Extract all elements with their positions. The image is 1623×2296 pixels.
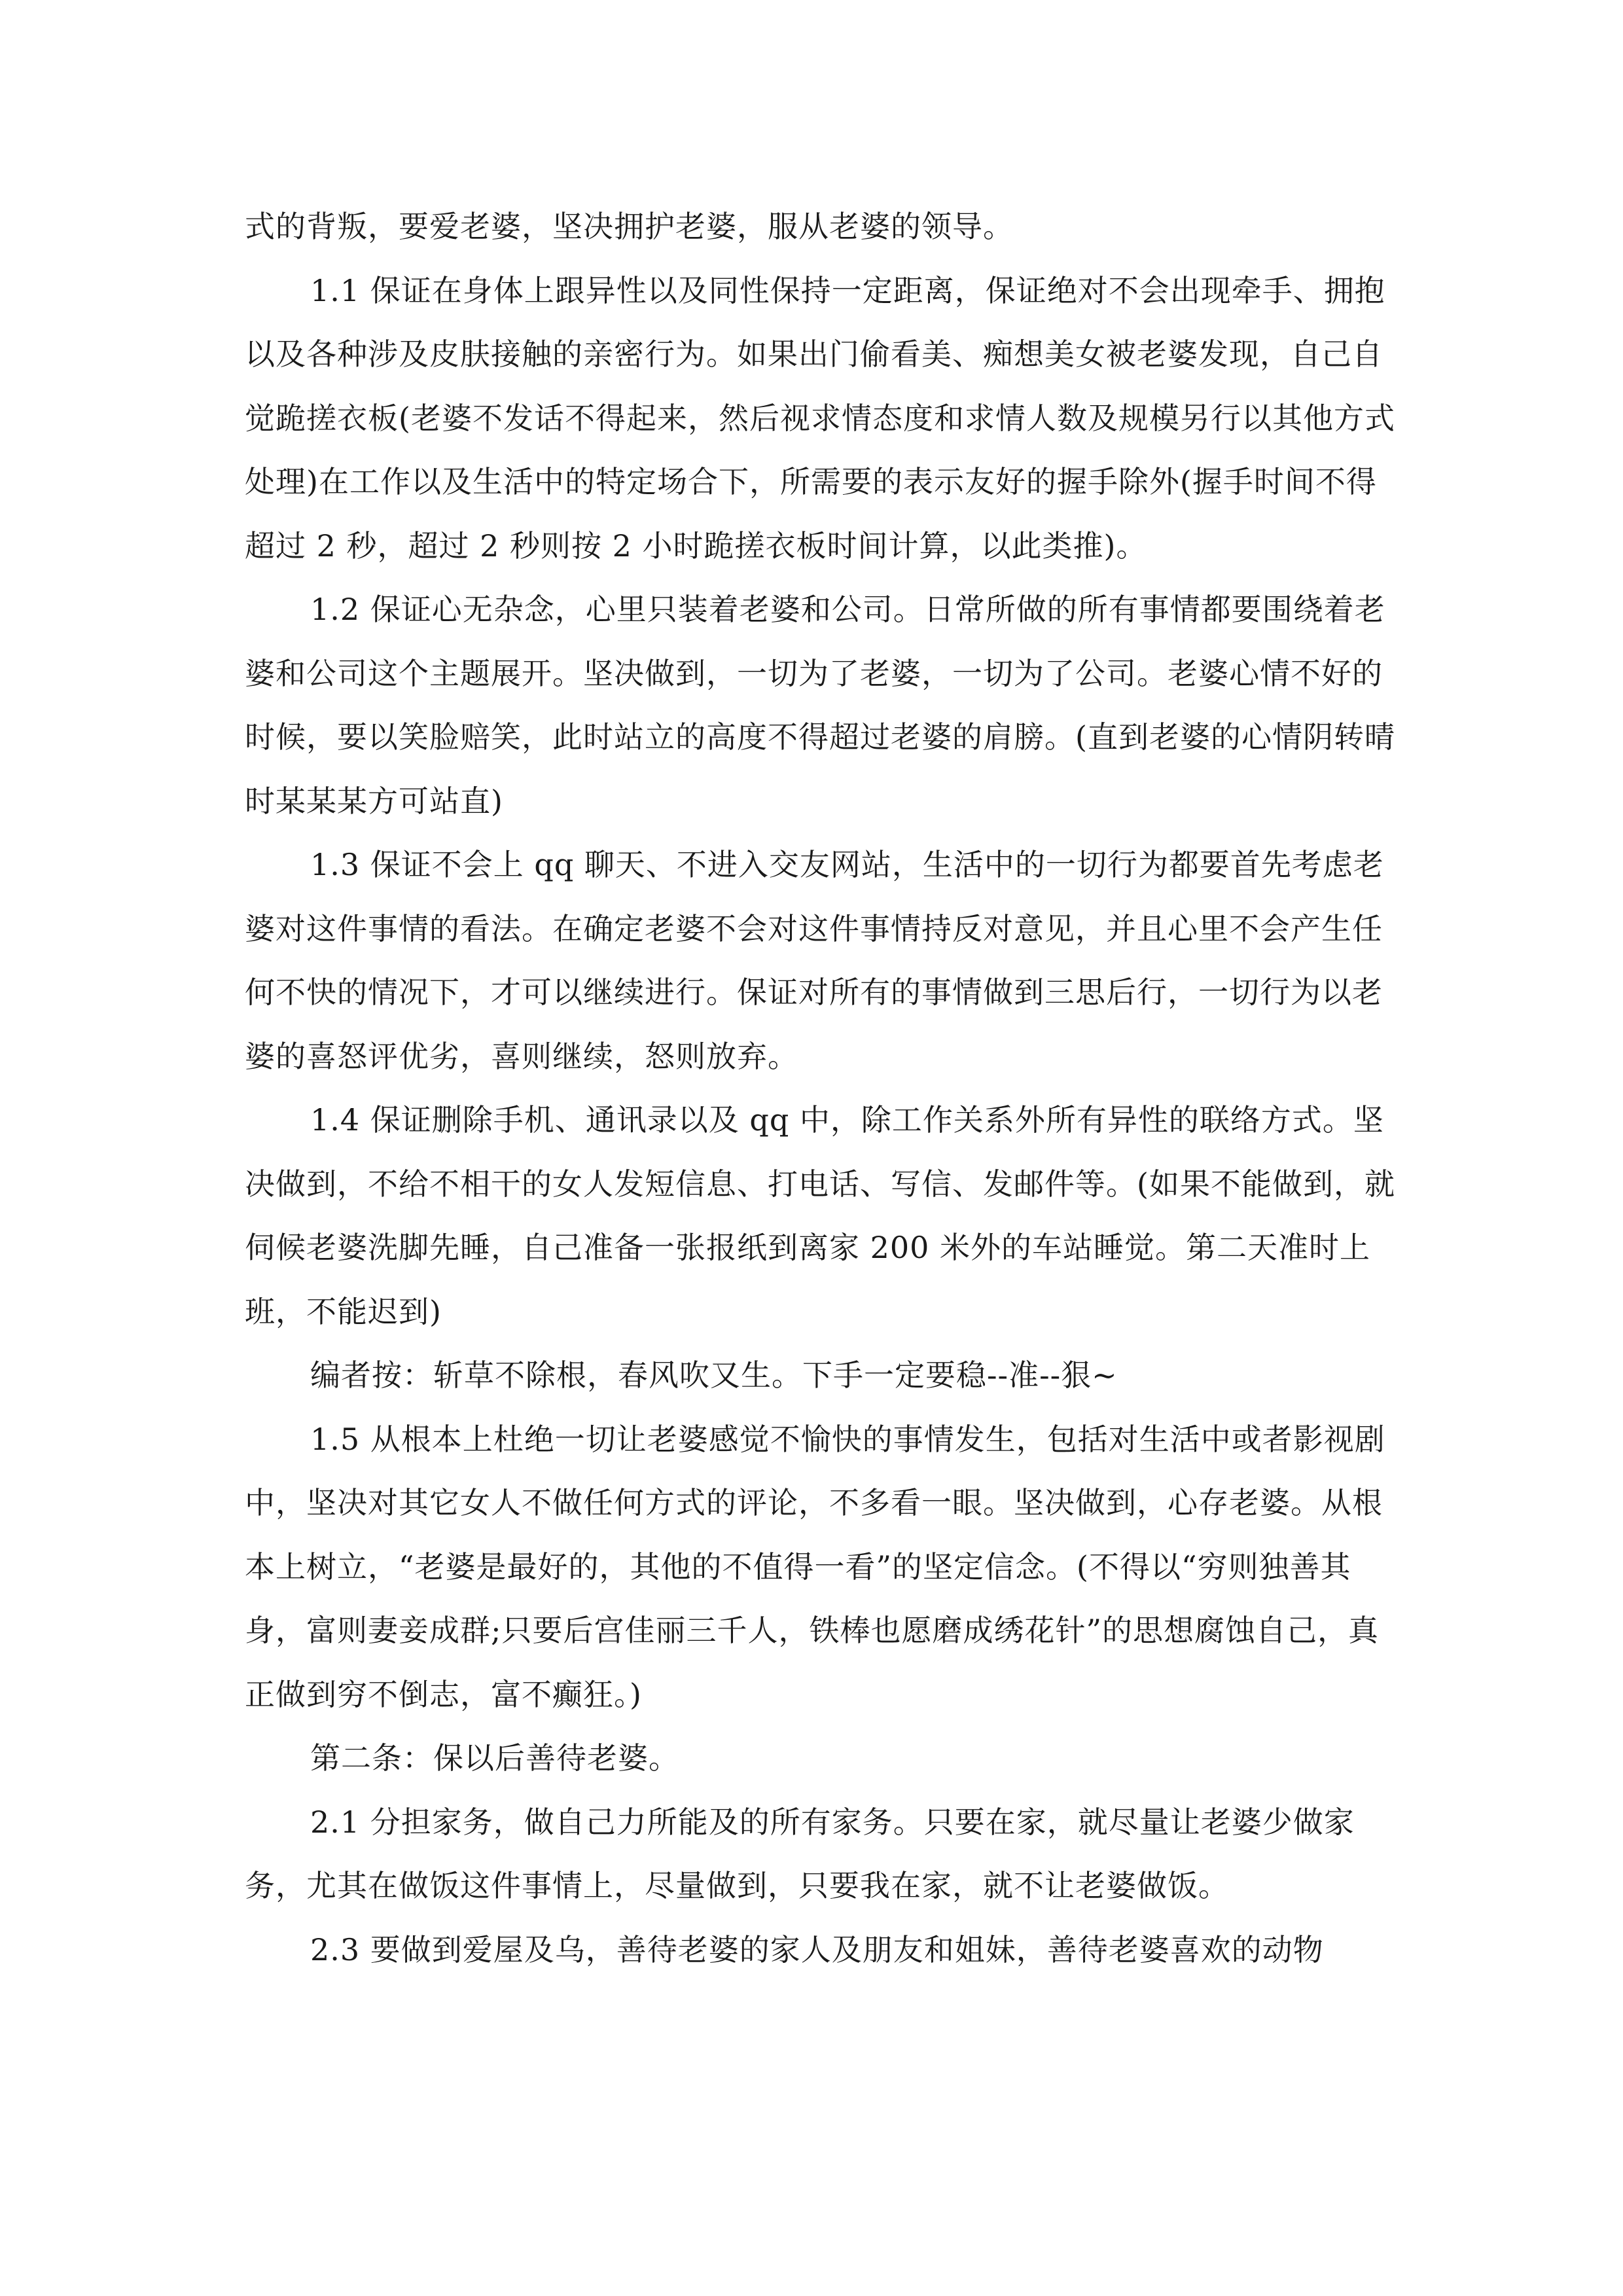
paragraph-1-4: 1.4 保证删除手机、通讯录以及 qq 中，除工作关系外所有异性的联络方式。坚决做到，不给不相干的女人发短信息、打电话、写信、发邮件等。(如果不能做到，就伺候老婆洗脚先睡，自己准备一张报纸到离家 200 米外的车站睡觉。第二天准时上班，不能迟到) [245, 1102, 1395, 1329]
paragraph-1-2: 1.2 保证心无杂念，心里只装着老婆和公司。日常所做的所有事情都要围绕着老婆和公司这个主题展开。坚决做到，一切为了老婆，一切为了公司。老婆心情不好的时候，要以笑脸赔笑，此时站立的高度不得超过老婆的肩膀。(直到老婆的心情阴转晴时某某某方可站直) [245, 592, 1395, 819]
document-body [245, 195, 1397, 1982]
paragraph-1-3: 1.3 保证不会上 qq 聊天、不进入交友网站，生活中的一切行为都要首先考虑老婆对这件事情的看法。在确定老婆不会对这件事情持反对意见，并且心里不会产生任何不快的情况下，才可以继续进行。保证对所有的事情做到三思后行，一切行为以老婆的喜怒评优劣，喜则继续，怒则放弃。 [245, 847, 1384, 1074]
paragraph-article-2-heading: 第二条：保以后善待老婆。 [310, 1740, 679, 1776]
paragraph-1-5: 1.5 从根本上杜绝一切让老婆感觉不愉快的事情发生，包括对生活中或者影视剧中，坚决对其它女人不做任何方式的评论，不多看一眼。坚决做到，心存老婆。从根本上树立，“老婆是最好的，其他的不值得一看”的坚定信念。(不得以“穷则独善其身，富则妻妾成群;只要后宫佳丽三千人，铁棒也愿磨成绣花针”的思想腐蚀自己，真正做到穷不倒志，富不癫狂。) [245, 1421, 1385, 1712]
paragraph-2-3: 2.3 要做到爱屋及乌，善待老婆的家人及朋友和姐妹，善待老婆喜欢的动物 [310, 1931, 1324, 1967]
paragraph-2-1: 2.1 分担家务，做自己力所能及的所有家务。只要在家，就尽量让老婆少做家务，尤其在做饭这件事情上，尽量做到，只要我在家，就不让老婆做饭。 [245, 1804, 1355, 1903]
paragraph-continued: 式的背叛，要爱老婆，坚决拥护老婆，服从老婆的领导。 [245, 209, 1014, 244]
paragraph-editor-note: 编者按：斩草不除根，春风吹又生。下手一定要稳--准--狠~ [310, 1357, 1118, 1393]
paragraph-1-1: 1.1 保证在身体上跟异性以及同性保持一定距离，保证绝对不会出现牵手、拥抱以及各种涉及皮肤接触的亲密行为。如果出门偷看美、痴想美女被老婆发现，自己自觉跪搓衣板(老婆不发话不得起来，然后视求情态度和求情人数及规模另行以其他方式处理)在工作以及生活中的特定场合下，所需要的表示友好的握手除外(握手时间不得超过 2 秒，超过 2 秒则按 2 小时跪搓衣板时间计算，以此类推)。 [245, 272, 1395, 564]
